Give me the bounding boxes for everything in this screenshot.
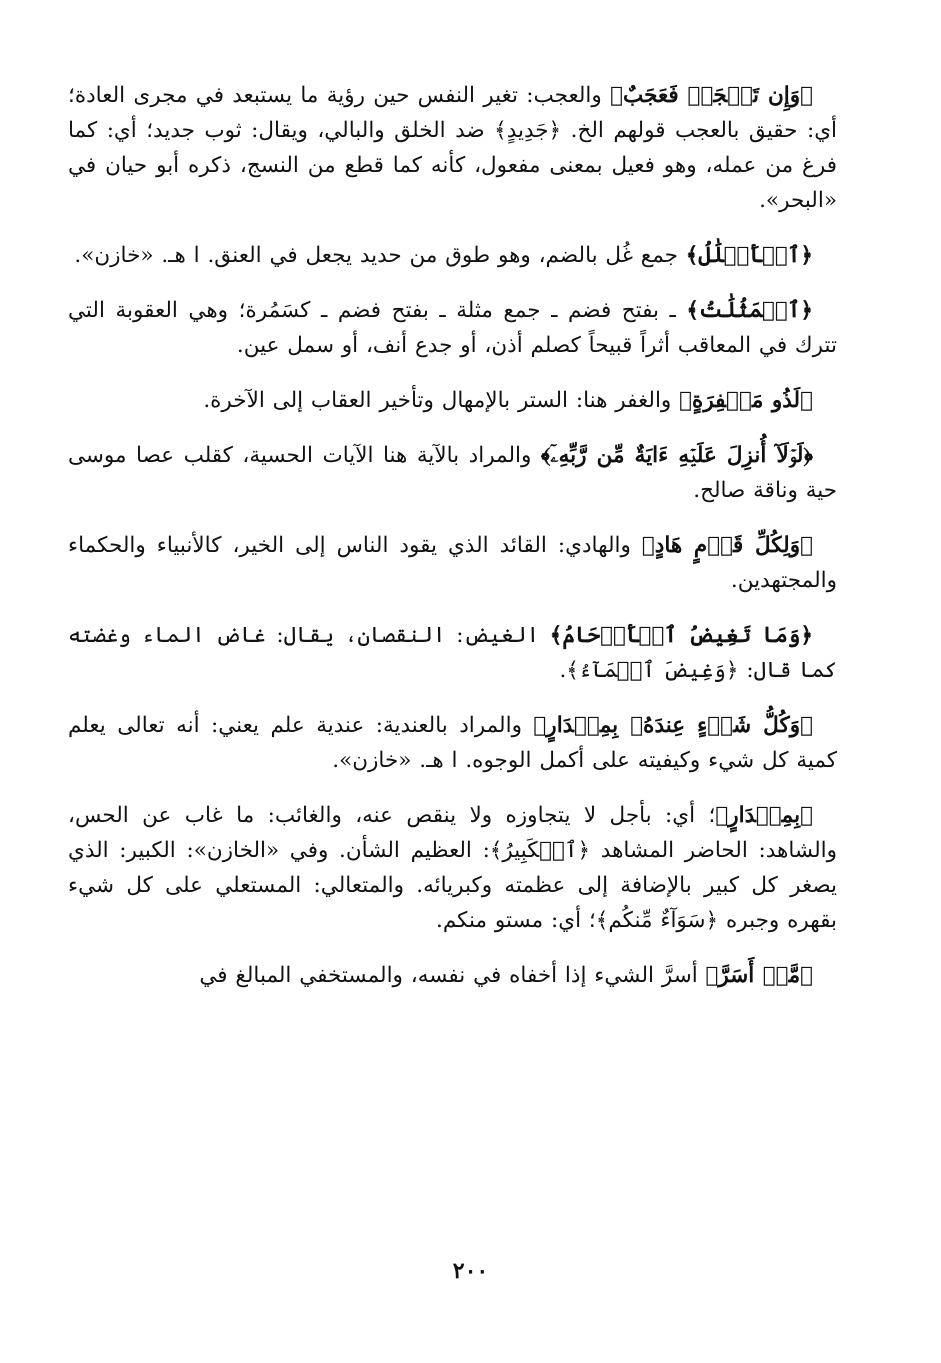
paragraph-5 (68, 438, 837, 508)
quran-quote: ﴿ٱلۡأَغۡلَٰلُ﴾ (685, 243, 813, 268)
paragraph-text: ؛ أي: بأجل لا يتجاوزه ولا ينقص عنه، والغائب: ما غاب عن الحس، والشاهد: الحاضر المشاهد ﴿ٱلۡكَبِيرُ﴾: العظيم الشأن. وفي «الخازن»: الكبير: الذي يصغر كل كبير بالإضافة إلى عظمته وكبريائه. والمتعالي: المستعلي على كل شيء بقهره وجبره ﴿سَوَآءٌ مِّنكُم﴾؛ أي: مستو منكم. (68, 803, 837, 933)
quran-quote: ﴿مَّنۡ أَسَرَّ﴾ (705, 963, 813, 988)
paragraph-text: ـ بفتح فضم ـ جمع مثلة ـ بفتح فضم ـ كسَمُرة؛ وهي العقوبة التي تترك في المعاقب أثراً قبيحاً كصلم أذن، أو جدع أنف، أو سمل عين. (68, 298, 837, 358)
quran-quote: ﴿وَلِكُلِّ قَوۡمٍ هَادٍ﴾ (641, 533, 813, 558)
quran-quote: ﴿لَوۡلَآ أُنزِلَ عَلَيۡهِ ءَايَةٌ مِّن رَّبِّهِۦٓ﴾ (540, 443, 813, 468)
paragraph-7 (68, 618, 837, 688)
paragraph-text: والهادي: القائد الذي يقود الناس إلى الخير، كالأنبياء والحكماء والمجتهدين. (68, 533, 837, 593)
paragraph-1 (68, 78, 837, 218)
paragraph-text: أسرَّ الشيء إذا أخفاه في نفسه، والمستخفي المبالغ في (199, 963, 706, 988)
paragraph-8 (68, 708, 837, 778)
paragraph-4 (68, 383, 837, 418)
page-number: ٢٠٠ (452, 1258, 489, 1284)
paragraph-text: والمراد بالآية هنا الآيات الحسية، كقلب عصا موسى حية وناقة صالح. (68, 443, 837, 503)
quran-quote: ﴿بِمِقۡدَارٍ﴾ (715, 803, 813, 828)
quran-quote: ﴿وَكُلُّ شَيۡءٍ عِندَهُۥ بِمِقۡدَارٍ﴾ (533, 713, 813, 738)
paragraph-9 (68, 798, 837, 938)
quran-quote: ﴿وَإِن تَعۡجَبۡ فَعَجَبٌ﴾ (610, 83, 813, 108)
quran-quote: ﴿لَذُو مَغۡفِرَةٍ﴾ (679, 388, 813, 413)
paragraph-6 (68, 528, 837, 598)
paragraph-10 (68, 958, 837, 993)
paragraph-2 (68, 238, 837, 273)
quran-quote: ﴿ٱلۡمَثُلَٰتُ﴾ (686, 298, 813, 323)
paragraph-text: والعجب: تغير النفس حين رؤية ما يستبعد في مجرى العادة؛ أي: حقيق بالعجب قولهم الخ. ﴿جَدِيدٍ﴾ ضد الخلق والبالي، ويقال: ثوب جديد؛ أي: كما فرغ من عمله، وهو فعيل بمعنى مفعول، كأنه كما قطع من النسج، ذكره أبو حيان في «البحر». (68, 83, 837, 213)
paragraph-text: الغيض: النقصان، يقال: غاض الماء وغضته كما قال: ﴿وَغِيضَ ٱلۡمَآءُ﴾. (68, 623, 837, 683)
paragraph-3 (68, 293, 837, 363)
quran-quote: ﴿وَمَا تَغِيضُ ٱلۡأَرۡحَامُ﴾ (549, 623, 814, 648)
paragraph-text: والغفر هنا: الستر بالإمهال وتأخير العقاب إلى الآخرة. (203, 388, 680, 413)
paragraph-text: والمراد بالعندية: عندية علم يعني: أنه تعالى يعلم كمية كل شيء وكيفيته على أكمل الوجوه. ا هـ. «خازن». (68, 713, 837, 773)
paragraph-text: جمع غُل بالضم، وهو طوق من حديد يجعل في العنق. ا هـ. «خازن». (74, 243, 686, 268)
